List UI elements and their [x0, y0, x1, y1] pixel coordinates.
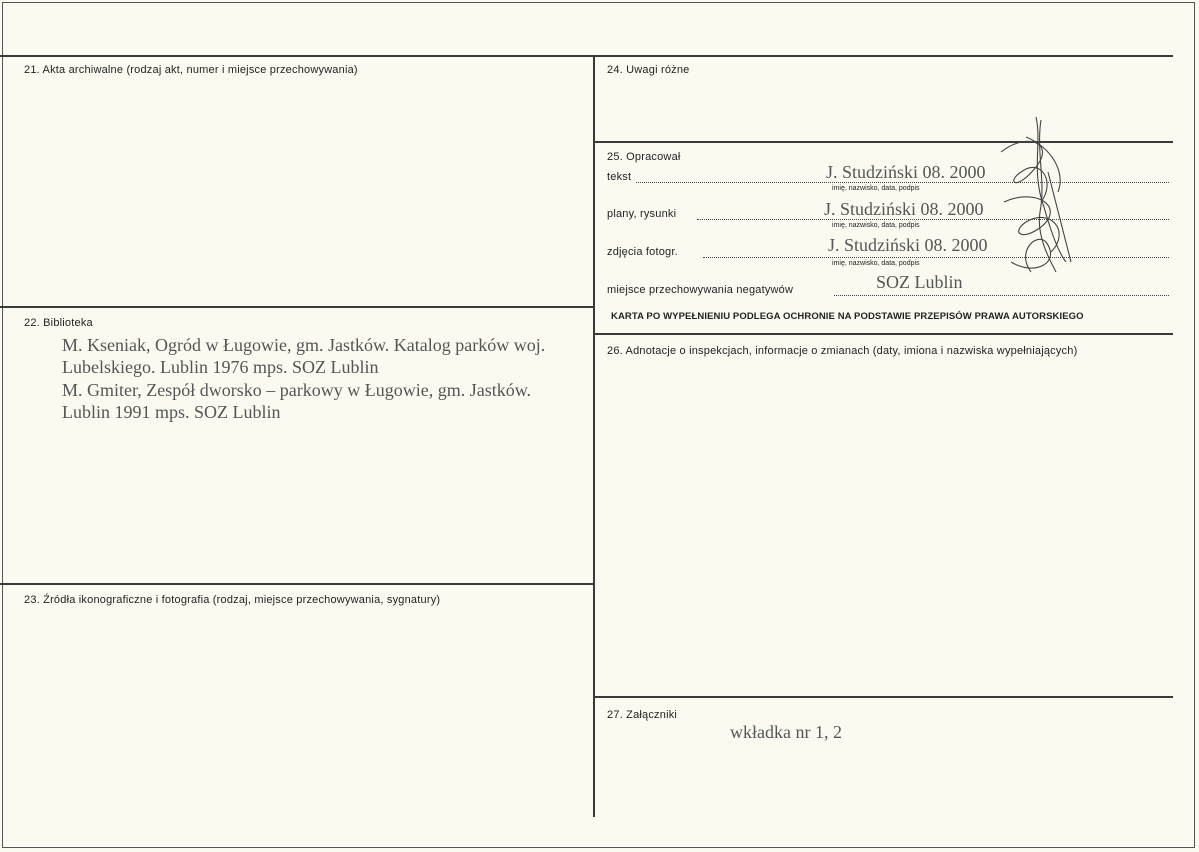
plans-author-caption: imię, nazwisko, data, podpis: [832, 222, 920, 229]
negatives-location-line: [834, 295, 1169, 296]
library-entry-line-2: Lubelskiego. Lublin 1976 mps. SOZ Lublin: [62, 357, 379, 377]
section-23-label: 23. Źródła ikonograficzne i fotografia (rodzaj, miejsce przechowywania, sygnatury): [24, 594, 441, 606]
photos-author-label: zdjęcia fotogr.: [607, 246, 678, 258]
rule-24-25: [595, 141, 1173, 143]
library-entry-line-4: Lublin 1991 mps. SOZ Lublin: [62, 402, 281, 422]
section-25-label: 25. Opracował: [607, 151, 681, 163]
text-author-label: tekst: [607, 171, 632, 183]
rule-26-27: [595, 696, 1173, 698]
section-27-label: 27. Załączniki: [607, 709, 678, 721]
plans-author-value: J. Studziński 08. 2000: [824, 199, 984, 219]
section-26-label: 26. Adnotacje o inspekcjach, informacje o zmianach (daty, imiona i nazwiska wypełniających): [607, 345, 1078, 357]
library-entry-line-1: M. Kseniak, Ogród w Ługowie, gm. Jastków. Katalog parków woj.: [62, 335, 546, 355]
top-rule: [0, 55, 1173, 57]
section-24-label: 24. Uwagi różne: [607, 64, 690, 76]
plans-author-label: plany, rysunki: [607, 208, 677, 220]
text-author-value: J. Studziński 08. 2000: [826, 162, 986, 182]
column-divider: [593, 55, 595, 817]
rule-22-23: [0, 583, 595, 585]
negatives-location-label: miejsce przechowywania negatywów: [607, 284, 794, 296]
attachments-value: wkładka nr 1, 2: [730, 722, 842, 742]
rule-25-26: [595, 333, 1173, 335]
copyright-notice: KARTA PO WYPEŁNIENIU PODLEGA OCHRONIE NA PODSTAWIE PRZEPISÓW PRAWA AUTORSKIEGO: [611, 311, 1084, 322]
handwritten-signature: [996, 112, 1086, 287]
library-entry-line-3: M. Gmiter, Zespół dworsko – parkowy w Ługowie, gm. Jastków.: [62, 380, 532, 400]
text-author-caption: imię, nazwisko, data, podpis: [832, 185, 920, 192]
rule-21-22: [0, 306, 595, 308]
photos-author-value: J. Studziński 08. 2000: [828, 235, 988, 255]
photos-author-line: [703, 257, 1169, 258]
section-21-label: 21. Akta archiwalne (rodzaj akt, numer i miejsce przechowywania): [24, 64, 358, 76]
negatives-location-value: SOZ Lublin: [876, 272, 963, 292]
photos-author-caption: imię, nazwisko, data, podpis: [832, 260, 920, 267]
section-22-label: 22. Biblioteka: [24, 317, 93, 329]
